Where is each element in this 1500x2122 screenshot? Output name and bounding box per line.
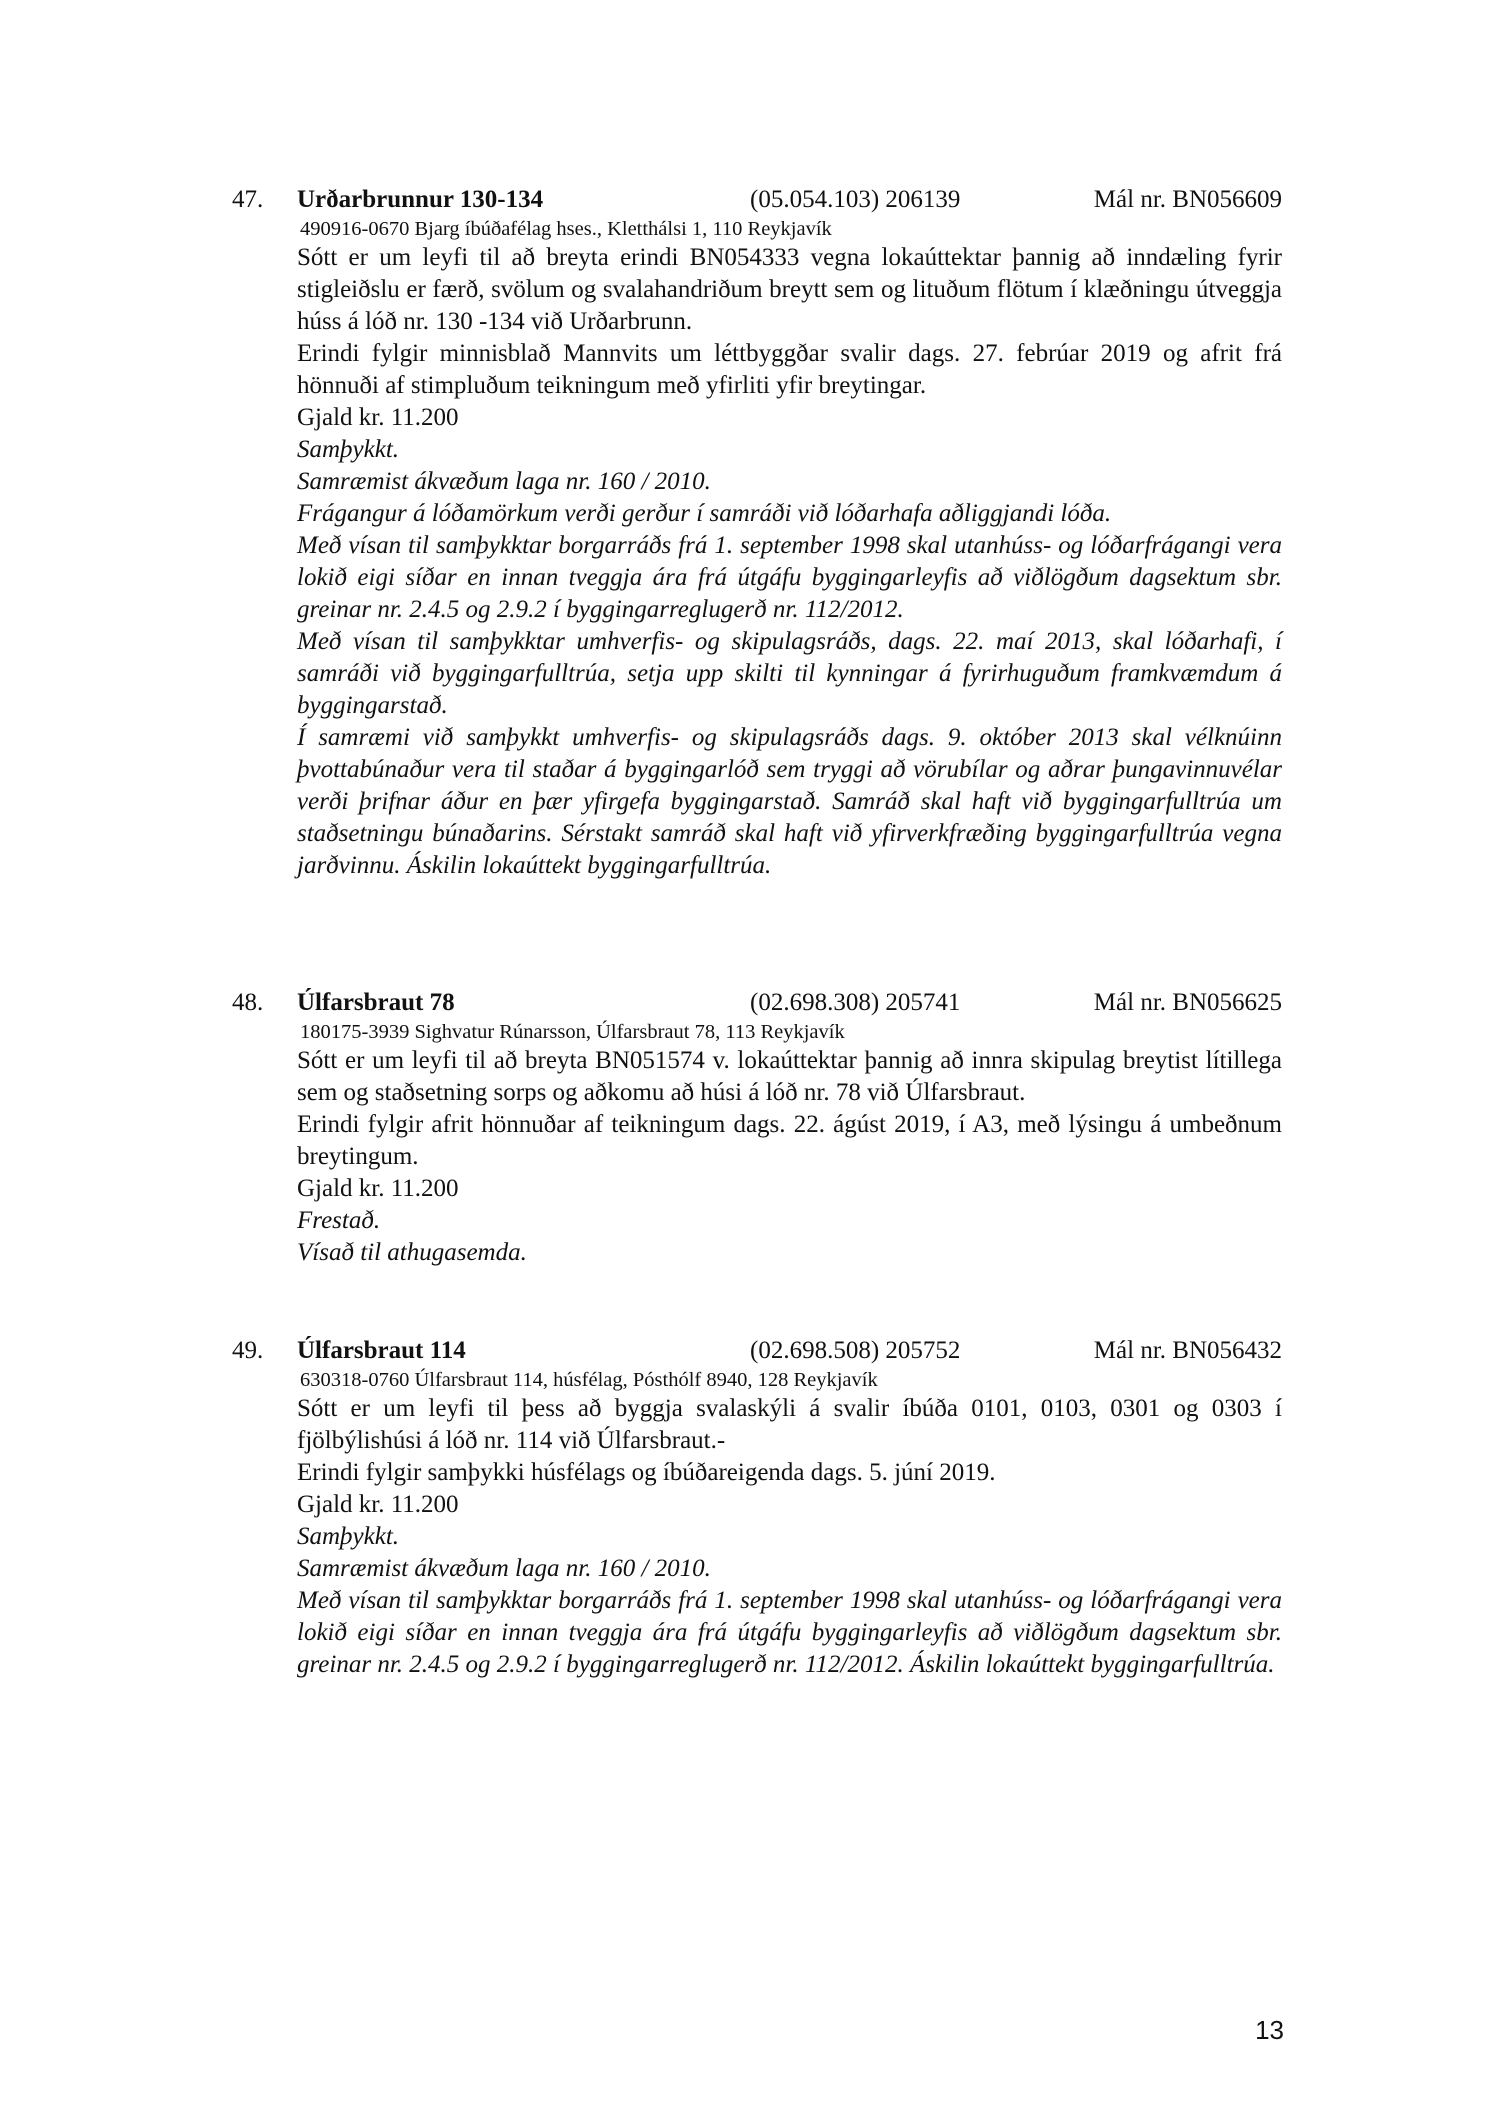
case-id: Mál nr. BN056432 [1093,1337,1282,1364]
case-header [232,1335,1282,1367]
case-body [297,216,1282,882]
case-id: Mál nr. BN056625 [1093,989,1282,1016]
land-reference: (02.698.308) 205741 [750,989,961,1016]
paragraph: Frágangur á lóðamörkum verði gerður í samráði við lóðarhafa aðliggjandi lóða. [297,500,1112,527]
paragraph: Samræmist ákvæðum laga nr. 160 / 2010. [297,468,711,495]
case-number: 47. [232,186,264,213]
case-body [297,1367,1282,1681]
land-reference: (02.698.508) 205752 [750,1337,961,1364]
case-number: 49. [232,1337,264,1364]
applicant: 630318-0760 Úlfarsbraut 114, húsfélag, Pósthólf 8940, 128 Reykjavík [300,1369,878,1391]
decision: Samþykkt. [297,436,400,463]
applicant: 490916-0670 Bjarg íbúðafélag hses., Kletthálsi 1, 110 Reykjavík [300,218,832,240]
paragraph: Erindi fylgir minnisblað Mannvits um léttbyggðar svalir dags. 27. febrúar 2019 og afrit frá hönnuði af stimpluðum teikningum með yfirliti yfir breytingar. [297,340,1282,399]
paragraph: Sótt er um leyfi til að breyta erindi BN054333 vegna lokaúttektar þannig að inndæling fyrir stigleiðslu er færð, svölum og svalahandriðum breytt sem og lituðum flötum í klæðningu útveggja húss á lóð nr. 130 -134 við Urðarbrunn. [297,244,1282,335]
decision: Samþykkt. [297,1523,400,1550]
fee: Gjald kr. 11.200 [297,404,459,431]
paragraph: Í samræmi við samþykkt umhverfis- og skipulagsráðs dags. 9. október 2013 skal vélknúinn þvottabúnaður vera til staðar á byggingarlóð sem tryggi að vörubílar og aðrar þungavinnuvélar verði þrifnar áður en þær yfirgefa byggingarstað. Samráð skal haft við byggingarfulltrúa um staðsetningu búnaðarins. Sérstakt samráð skal haft við yfirverkfræðing byggingarfulltrúa vegna jarðvinnu. Áskilin lokaúttekt byggingarfulltrúa. [297,724,1282,879]
case-body [297,1019,1282,1269]
applicant: 180175-3939 Sighvatur Rúnarsson, Úlfarsbraut 78, 113 Reykjavík [300,1021,845,1043]
case-48 [232,987,1282,1269]
paragraph: Vísað til athugasemda. [297,1239,527,1266]
paragraph: Með vísan til samþykktar borgarráðs frá 1. september 1998 skal utanhúss- og lóðarfrágangi vera lokið eigi síðar en innan tveggja ára frá útgáfu byggingarleyfis að viðlögðum dagsektum sbr. greinar nr. 2.4.5 og 2.9.2 í byggingarreglugerð nr. 112/2012. [297,532,1282,623]
decision: Frestað. [297,1207,381,1234]
case-49 [232,1335,1282,1681]
paragraph: Samræmist ákvæðum laga nr. 160 / 2010. [297,1555,711,1582]
case-title: Úlfarsbraut 114 [297,1337,466,1364]
paragraph: Erindi fylgir samþykki húsfélags og íbúðareigenda dags. 5. júní 2019. [297,1459,996,1486]
case-id: Mál nr. BN056609 [1093,186,1282,213]
paragraph: Með vísan til samþykktar umhverfis- og skipulagsráðs, dags. 22. maí 2013, skal lóðarhafi, í samráði við byggingarfulltrúa, setja upp skilti til kynningar á fyrirhuguðum framkvæmdum á byggingarstað. [297,628,1282,719]
paragraph: Erindi fylgir afrit hönnuðar af teikningum dags. 22. ágúst 2019, í A3, með lýsingu á umbeðnum breytingum. [297,1111,1282,1170]
case-header [232,987,1282,1019]
paragraph: Sótt er um leyfi til þess að byggja svalaskýli á svalir íbúða 0101, 0103, 0301 og 0303 í fjölbýlishúsi á lóð nr. 114 við Úlfarsbraut.- [297,1395,1282,1454]
paragraph: Sótt er um leyfi til að breyta BN051574 v. lokaúttektar þannig að innra skipulag breytist lítillega sem og staðsetning sorps og aðkomu að húsi á lóð nr. 78 við Úlfarsbraut. [297,1047,1282,1106]
case-title: Urðarbrunnur 130-134 [297,186,544,213]
case-number: 48. [232,989,264,1016]
land-reference: (05.054.103) 206139 [750,186,961,213]
fee: Gjald kr. 11.200 [297,1175,459,1202]
fee: Gjald kr. 11.200 [297,1491,459,1518]
page-number: 13 [1255,2015,1284,2045]
case-header [232,184,1282,216]
case-47 [232,184,1282,882]
paragraph: Með vísan til samþykktar borgarráðs frá 1. september 1998 skal utanhúss- og lóðarfrágangi vera lokið eigi síðar en innan tveggja ára frá útgáfu byggingarleyfis að viðlögðum dagsektum sbr. greinar nr. 2.4.5 og 2.9.2 í byggingarreglugerð nr. 112/2012. Áskilin lokaúttekt byggingarfulltrúa. [297,1587,1282,1678]
case-title: Úlfarsbraut 78 [297,989,455,1016]
